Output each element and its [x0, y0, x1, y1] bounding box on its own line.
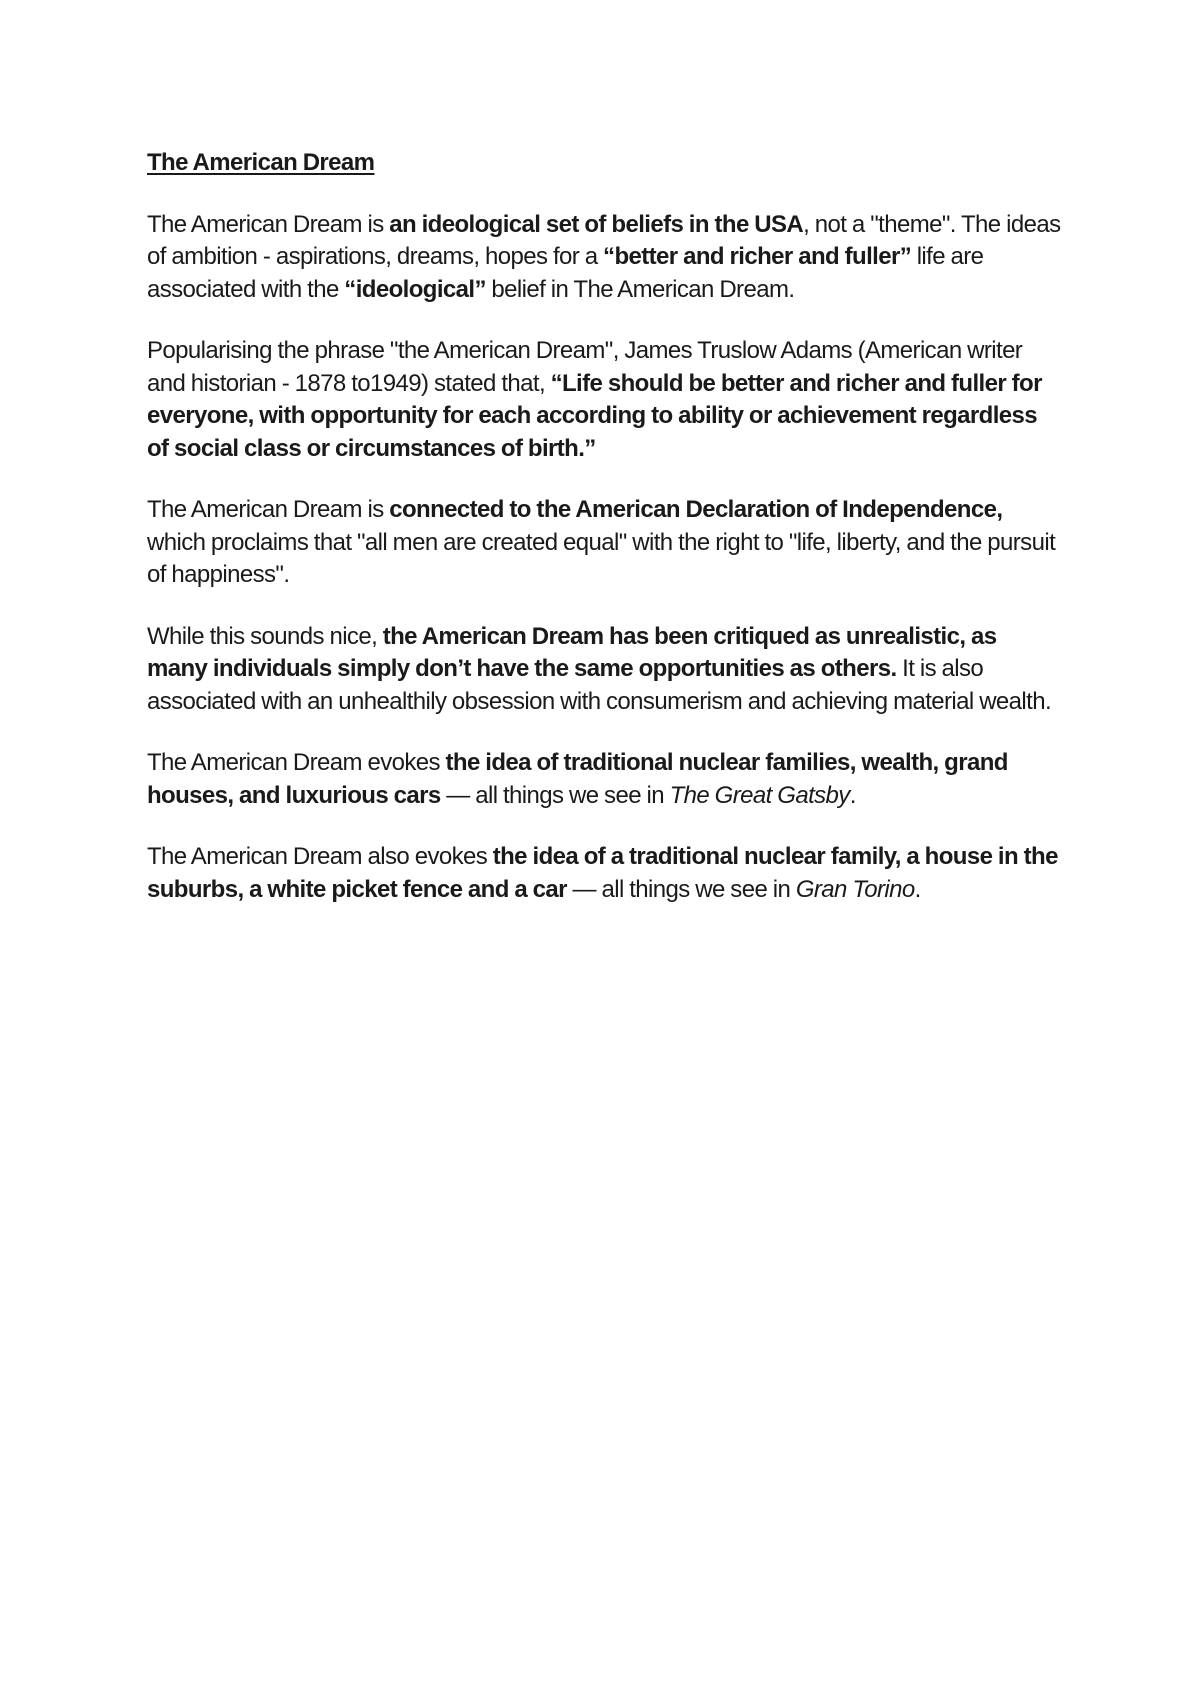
paragraph-gran-torino [147, 841, 1062, 906]
paragraph-text: — all things we see in [566, 875, 796, 903]
paragraph-declaration [147, 494, 1062, 592]
paragraph-text: . [849, 781, 856, 809]
paragraph-text: The American Dream is [147, 210, 390, 238]
paragraph-text: — all things we see in [440, 781, 670, 809]
paragraph-text: which proclaims that "all men are created equal" with the right to "life, liberty, and the pursuit of happiness". [147, 528, 1056, 588]
bold-text: “better and richer and fuller” [603, 243, 912, 270]
bold-text: an ideological set of beliefs in the USA [389, 210, 804, 238]
paragraph-critique [147, 621, 1062, 719]
bold-text: the American Dream has been critiqued as unrealistic, as many individuals simply don’t have the same opportunities as others. [147, 622, 997, 682]
paragraph-text: The American Dream also evokes [147, 843, 493, 870]
paragraph-text: life are associated with the [147, 243, 984, 303]
document-title: The American Dream [147, 149, 375, 176]
paragraph-text: Popularising the phrase "the American Dream", James Truslow Adams (American writer and historian - 1878 to1949) stated that, [147, 337, 1023, 397]
paragraph-text: The American Dream evokes [147, 749, 446, 776]
paragraph-text: The American Dream is [147, 496, 390, 523]
bold-text: the idea of traditional nuclear families, wealth, grand houses, and luxurious cars [147, 749, 1008, 809]
paragraph-text: belief in The American Dream. [485, 275, 795, 303]
italic-title: The Great Gatsby [669, 781, 850, 809]
paragraph-definition [147, 209, 1062, 307]
bold-text: the idea of a traditional nuclear family, a house in the suburbs, a white picket fence and a car [147, 843, 1058, 903]
bold-text: connected to the American Declaration of Independence, [389, 496, 1003, 523]
paragraph-adams-quote [147, 335, 1062, 465]
italic-title: Gran Torino [795, 875, 915, 903]
paragraph-text: . [914, 875, 921, 903]
paragraph-text: While this sounds nice, [147, 622, 383, 650]
document-body [147, 147, 1062, 935]
paragraph-text: , not a "theme". The ideas of ambition - aspirations, dreams, hopes for a [147, 210, 1061, 270]
bold-quote: “Life should be better and richer and fuller for everyone, with opportunity for each according to ability or achievement regardless of social class or circumstances of birth.” [147, 369, 1042, 462]
paragraph-text: It is also associated with an unhealthily obsession with consumerism and achieving material wealth. [147, 655, 1052, 715]
bold-text: “ideological” [344, 275, 486, 303]
paragraph-gatsby [147, 747, 1062, 812]
